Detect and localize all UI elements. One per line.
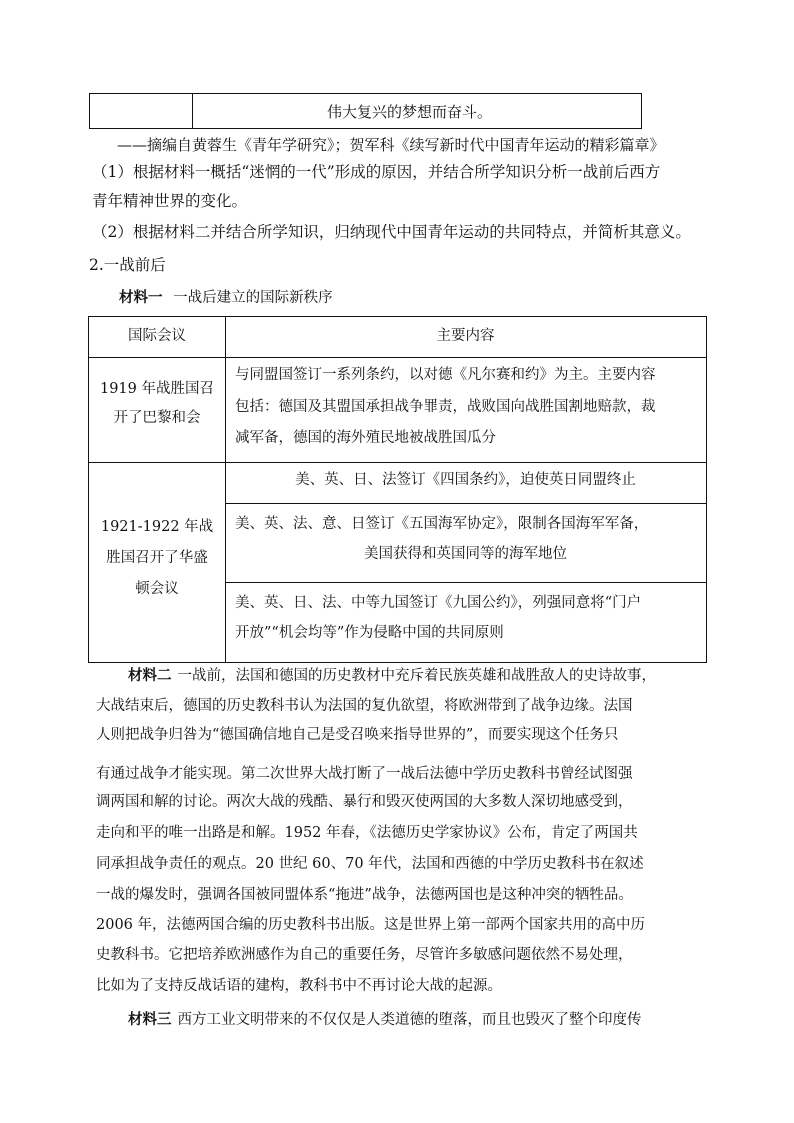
material-2-line-2: 人则把战争归咎为“德国确信地自己是受召唤来指导世界的”，而要实现这个任务只 [96,727,619,743]
continuation-table [89,93,642,129]
material-1-label: 材料一 [119,289,163,306]
header-meeting: 国际会议 [128,328,186,344]
material-2-label: 材料二 [128,667,172,684]
material-2-line-9: 史教科书。它把培养欧洲感作为自己的重要任务，尽管许多敏感问题依然不易处理， [96,947,633,963]
material-1-caption-line [119,286,333,307]
material-2-line-1: 大战结束后，德国的历史教科书认为法国的复仇欲望，将欧洲带到了战争边缘。法国 [96,698,633,714]
material-2-line-5: 走向和平的唯一出路是和解。1952 年春，《法德历史学家协议》公布，肯定了两国共 [96,825,638,841]
material-2-line-7: 一战的爆发时，强调各国被同盟体系“拖进”战争，法德两国也是这种冲突的牺牲品。 [96,887,633,903]
question-2: （2）根据材料二并结合所学知识，归纳现代中国青年运动的共同特点，并简析其意义。 [92,223,691,241]
row1-content-line1: 与同盟国签订一系列条约，以对德《凡尔赛和约》为主。主要内容 [235,367,656,383]
row2-sub3-line1: 美、英、日、法、中等九国签订《九国公约》，列强同意将“门户 [235,595,642,611]
subrow-divider-1 [225,503,706,504]
table-divider [192,94,193,128]
row1-content-line3: 减军备，德国的海外殖民地被战胜国瓜分 [235,430,496,446]
row-divider-header [89,357,706,358]
material-2-line-4: 调两国和解的讨论。两次大战的残酷、暴行和毁灭使两国的大多数人深切地感受到， [96,794,633,810]
material-1-table [88,316,707,663]
row1-meeting-line2: 开了巴黎和会 [113,410,201,426]
material-3-label: 材料三 [128,1011,172,1028]
table-cell-text: 伟大复兴的梦想而奋斗。 [327,103,493,121]
header-content: 主要内容 [436,328,495,344]
row2-meeting-line1: 1921-1922 年战 [100,519,214,535]
material-2-line-3: 有通过战争才能实现。第二次世界大战打断了一战后法德中学历史教科书曾经试图强 [96,766,633,782]
row2-sub2-line1: 美、英、法、意、日签订《五国海军协定》，限制各国海军军备， [235,516,649,532]
row2-meeting-line2: 胜国召开了华盛 [106,550,208,566]
material-3-line-1: 材料三 西方工业文明带来的不仅仅是人类道德的堕落，而且也毁灭了整个印度传 [128,1011,642,1028]
row2-sub3-line2: 开放”“机会均等”作为侵略中国的共同原则 [235,625,504,641]
row1-content-line2: 包括：德国及其盟国承担战争罪责，战败国向战胜国割地赔款，裁 [235,399,656,415]
row2-sub2-line2: 美国获得和英国同等的海军地位 [364,546,567,562]
material-2-line-6: 同承担战争责任的观点。20 世纪 60、70 年代，法国和西德的中学历史教科书在叙述 [96,856,644,872]
material-2-line-0: 材料二 一战前，法国和德国的历史教材中充斥着民族英雄和战胜敌人的史诗故事， [128,667,656,684]
question-1-line-1: （1）根据材料一概括“迷惘的一代”形成的原因，并结合所学知识分析一战前后西方 [92,163,661,181]
row-divider-1 [89,462,706,463]
section-title: 2.一战前后 [89,256,166,274]
question-1-line-2: 青年精神世界的变化。 [92,192,248,210]
material-2-line-10: 比如为了支持反战话语的建构，教科书中不再讨论大战的起源。 [96,978,502,994]
row2-meeting-line3: 顿会议 [135,581,179,597]
citation: ——摘编自黄蓉生《青年学研究》；贺军科《续写新时代中国青年运动的精彩篇章》 [117,136,665,154]
material-2-line-8: 2006 年，法德两国合编的历史教科书出版。这是世界上第一部两个国家共用的高中历 [96,917,646,933]
row2-sub1: 美、英、日、法签订《四国条约》，迫使英日同盟终止 [295,472,636,488]
row1-meeting-line1: 1919 年战胜国召 [99,381,214,397]
material-1-caption: 一战后建立的国际新秩序 [173,290,333,306]
subrow-divider-2 [225,582,706,583]
